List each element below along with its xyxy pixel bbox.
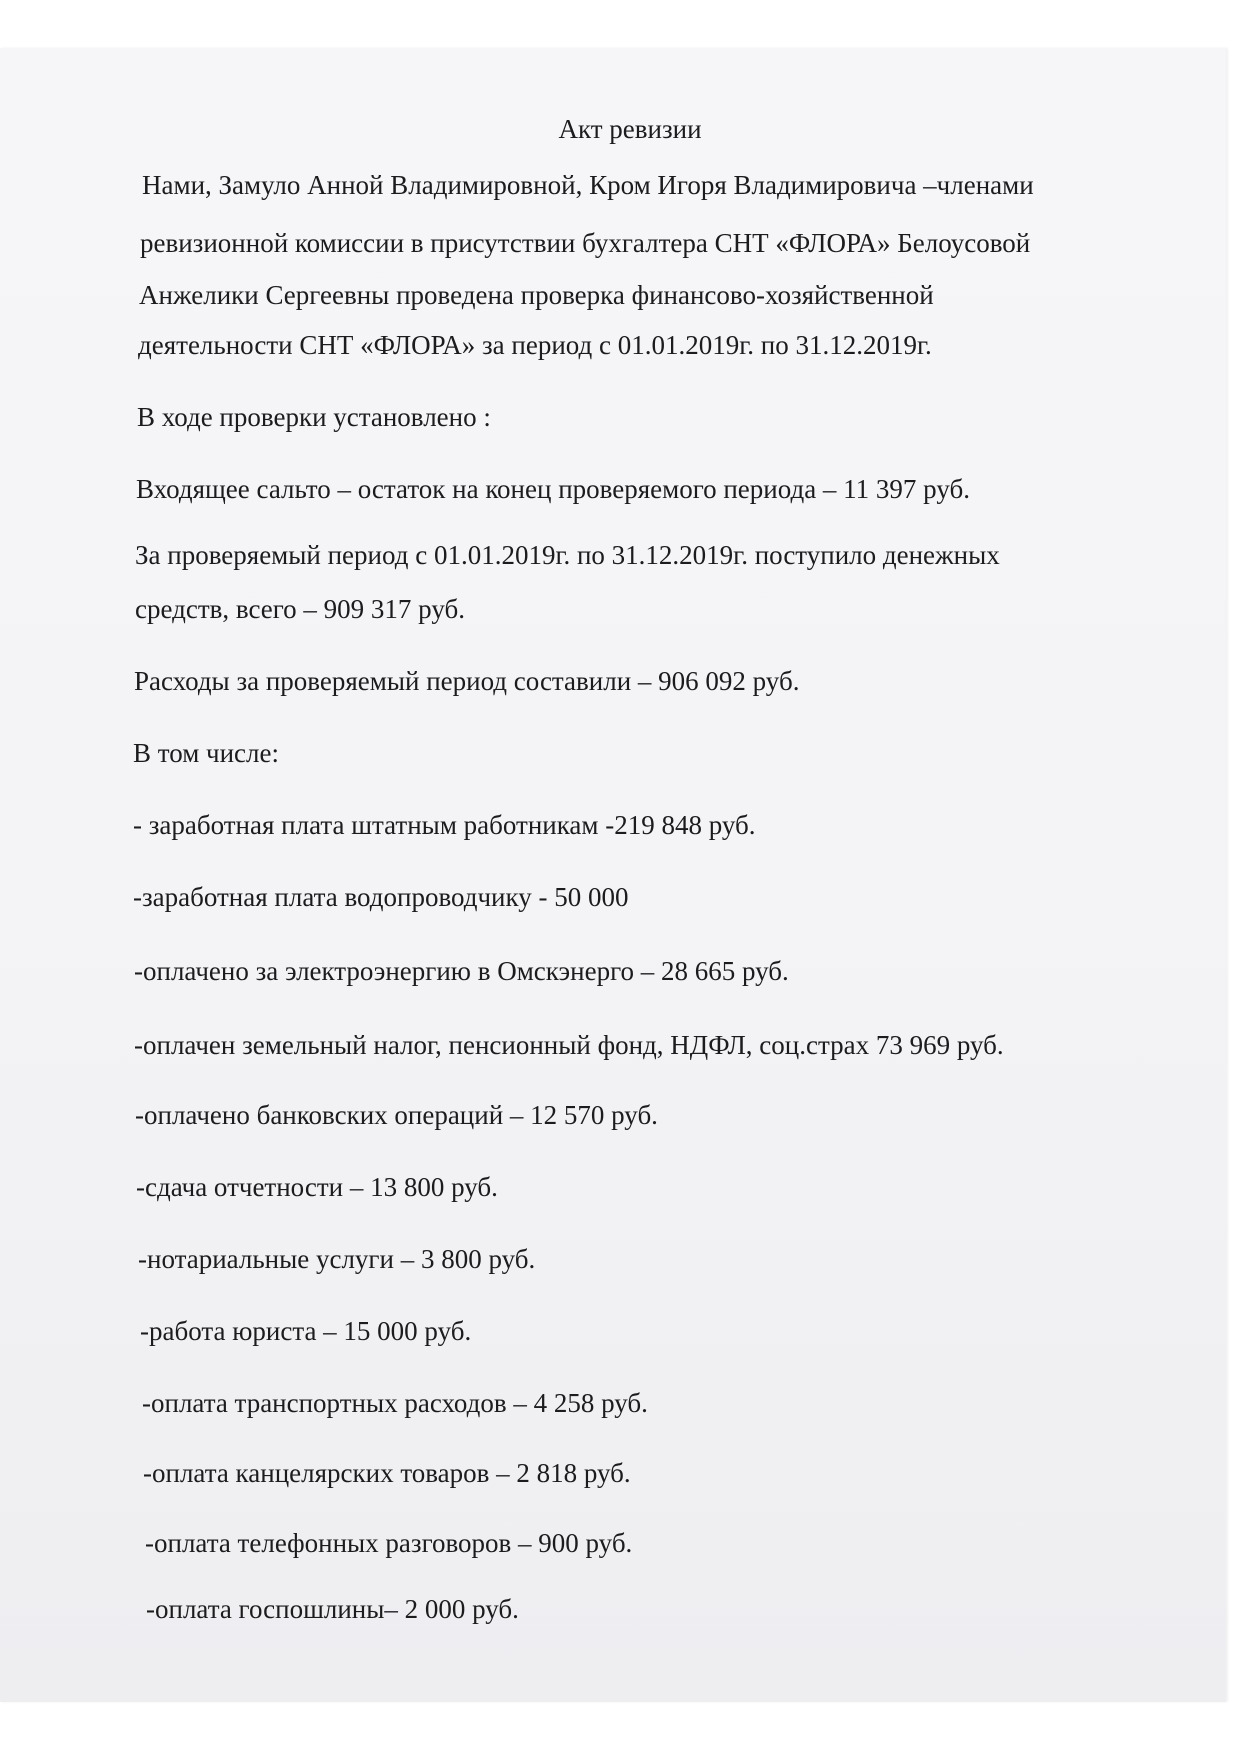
intro-line: деятельности СНТ «ФЛОРА» за период с 01.01.2019г. по 31.12.2019г.	[138, 330, 932, 360]
expense-item: -оплата телефонных разговоров – 900 руб.	[145, 1528, 633, 1558]
incoming-balance: Входящее сальто – остаток на конец проверяемого периода – 11 397 руб.	[136, 474, 970, 504]
intro-line: Анжелики Сергеевны проведена проверка финансово-хозяйственной	[139, 280, 934, 310]
expense-item: -оплачено за электроэнергию в Омскэнерго – 28 665 руб.	[134, 956, 789, 986]
expense-item: -оплата транспортных расходов – 4 258 руб.	[142, 1388, 648, 1418]
intro-line: ревизионной комиссии в присутствии бухгалтера СНТ «ФЛОРА» Белоусовой	[140, 228, 1031, 258]
expense-item: -оплата госпошлины– 2 000 руб.	[146, 1594, 519, 1624]
intro-line: Нами, Замуло Анной Владимировной, Кром Игоря Владимировича –членами	[142, 170, 1034, 200]
expense-item: - заработная плата штатным работникам -219 848 руб.	[133, 810, 756, 840]
document-title: Акт ревизии	[558, 114, 702, 144]
expense-item: -оплата канцелярских товаров – 2 818 руб.	[143, 1458, 631, 1488]
expenses-total: Расходы за проверяемый период составили – 906 092 руб.	[134, 666, 800, 696]
paper-sheet	[0, 48, 1226, 1702]
expense-item: -оплачено банковских операций – 12 570 руб.	[135, 1100, 658, 1130]
including-heading: В том числе:	[133, 738, 279, 768]
expense-item: -заработная плата водопроводчику - 50 000	[133, 882, 629, 912]
receipts-line: За проверяемый период с 01.01.2019г. по 31.12.2019г. поступило денежных	[135, 540, 1000, 570]
established-heading: В ходе проверки установлено :	[137, 402, 491, 432]
expense-item: -работа юриста – 15 000 руб.	[140, 1316, 472, 1346]
expense-item: -нотариальные услуги – 3 800 руб.	[138, 1244, 536, 1274]
expense-item: -сдача отчетности – 13 800 руб.	[136, 1172, 498, 1202]
expense-item: -оплачен земельный налог, пенсионный фонд, НДФЛ, соц.страх 73 969 руб.	[134, 1030, 1004, 1060]
receipts-line: средств, всего – 909 317 руб.	[135, 594, 465, 624]
